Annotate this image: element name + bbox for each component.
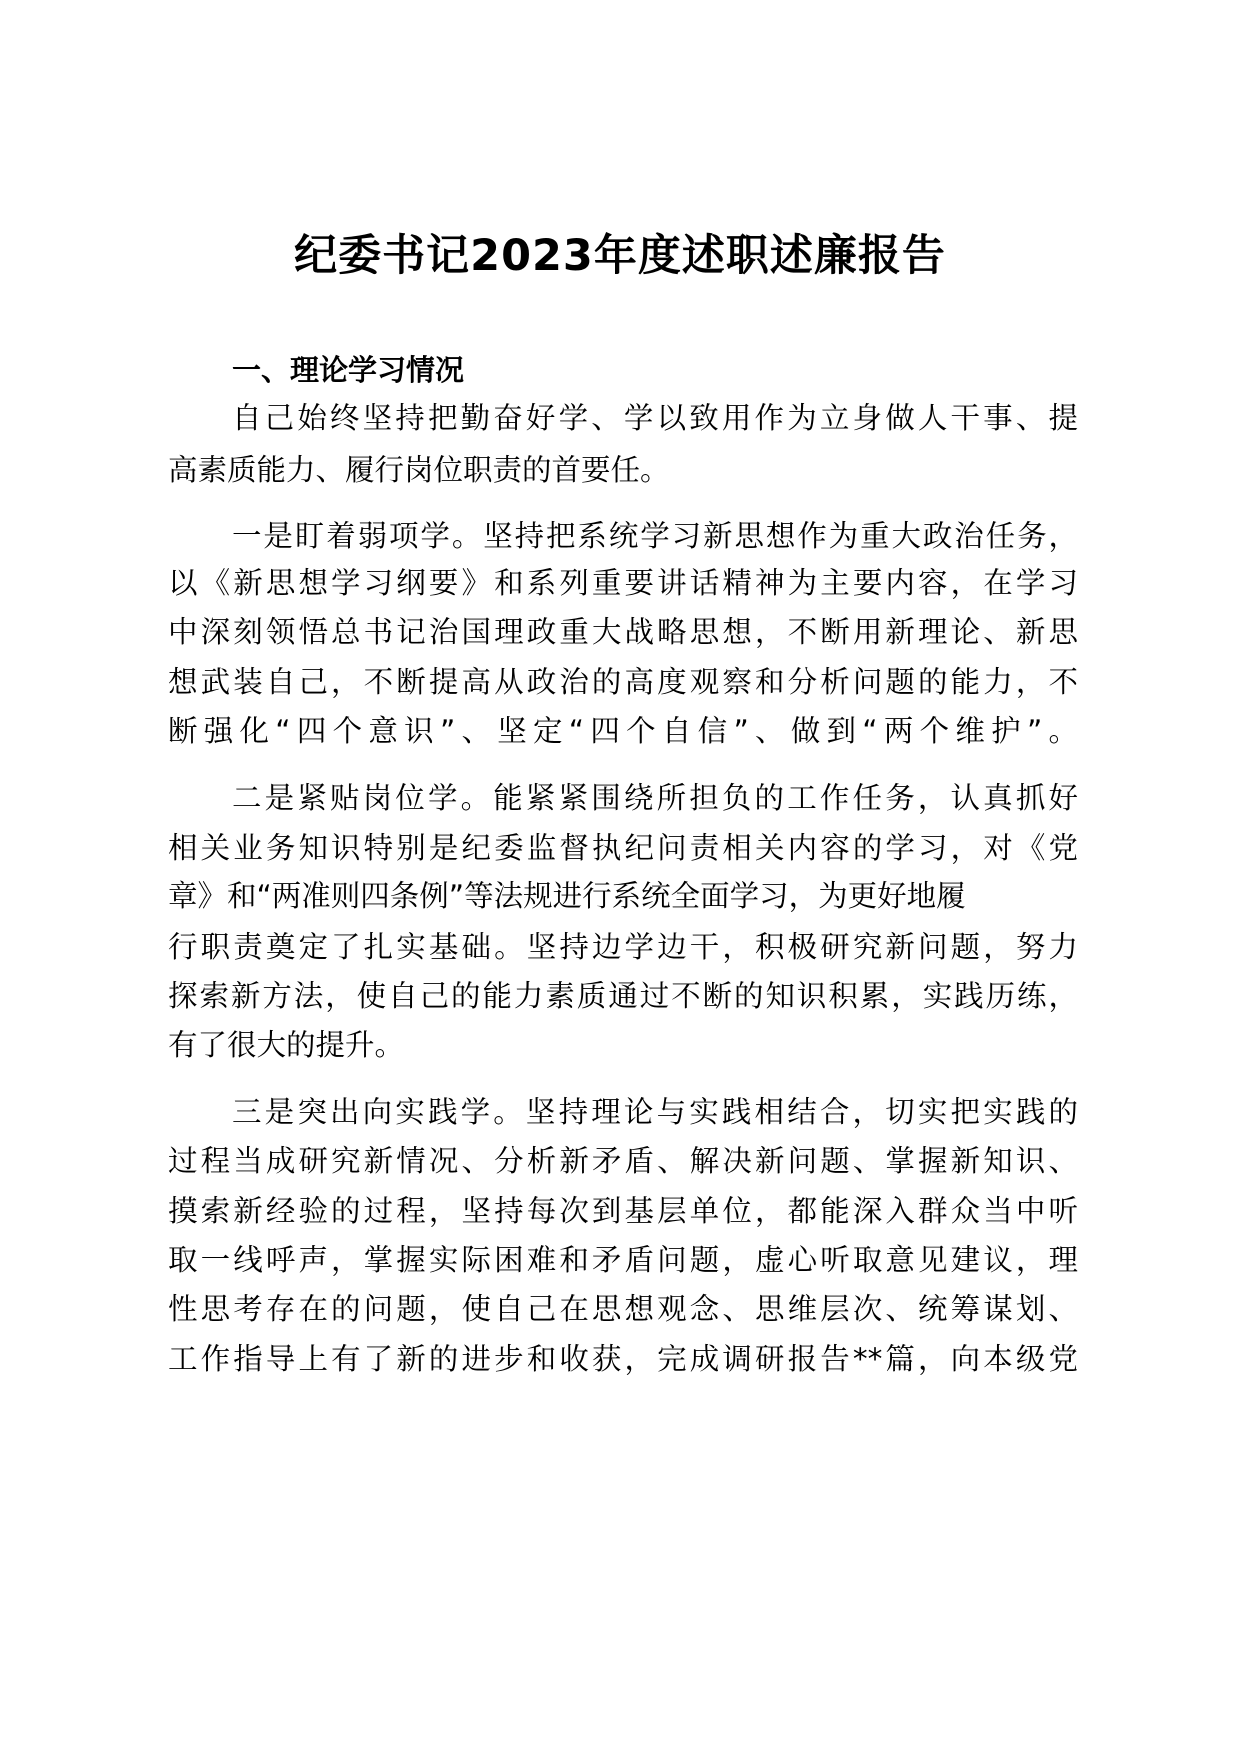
paragraph-line: 行职责奠定了扎实基础。坚持边学边干，积极研究新问题，努力 [168,930,1078,964]
paragraph-line: 一是盯着弱项学。坚持把系统学习新思想作为重大政治任务， [232,519,1078,553]
section-heading: 一、理论学习情况 [232,353,465,387]
paragraph-line: 断强化“四个意识”、坚定“四个自信”、做到“两个维护”。 [168,714,1078,748]
document-title: 纪委书记2023年度述职述廉报告 [294,231,946,281]
paragraph-line: 探索新方法，使自己的能力素质通过不断的知识积累，实践历练， [168,979,1078,1013]
paragraph-line: 有了很大的提升。 [168,1028,405,1062]
paragraph-line: 以《新思想学习纲要》和系列重要讲话精神为主要内容，在学习 [168,566,1078,600]
paragraph-line: 高素质能力、履行岗位职责的首要任。 [168,453,670,487]
paragraph-line: 二是紧贴岗位学。能紧紧围绕所担负的工作任务，认真抓好 [232,781,1078,815]
paragraph-line: 工作指导上有了新的进步和收获，完成调研报告**篇，向本级党 [168,1342,1078,1376]
paragraph-line: 章》和“两准则四条例”等法规进行系统全面学习，为更好地履 [168,879,966,913]
paragraph-line: 想武装自己，不断提高从政治的高度观察和分析问题的能力，不 [168,665,1078,699]
paragraph-line: 性思考存在的问题，使自己在思想观念、思维层次、统筹谋划、 [168,1292,1078,1326]
paragraph-line: 摸索新经验的过程，坚持每次到基层单位，都能深入群众当中听 [168,1194,1078,1228]
paragraph-line: 取一线呼声，掌握实际困难和矛盾问题，虚心听取意见建议，理 [168,1243,1078,1277]
paragraph-line: 自己始终坚持把勤奋好学、学以致用作为立身做人干事、提 [232,401,1078,435]
paragraph-line: 相关业务知识特别是纪委监督执纪问责相关内容的学习，对《党 [168,831,1078,865]
paragraph-line: 过程当成研究新情况、分析新矛盾、解决新问题、掌握新知识、 [168,1144,1078,1178]
paragraph-line: 三是突出向实践学。坚持理论与实践相结合，切实把实践的 [232,1095,1078,1129]
paragraph-line: 中深刻领悟总书记治国理政重大战略思想，不断用新理论、新思 [168,615,1078,649]
